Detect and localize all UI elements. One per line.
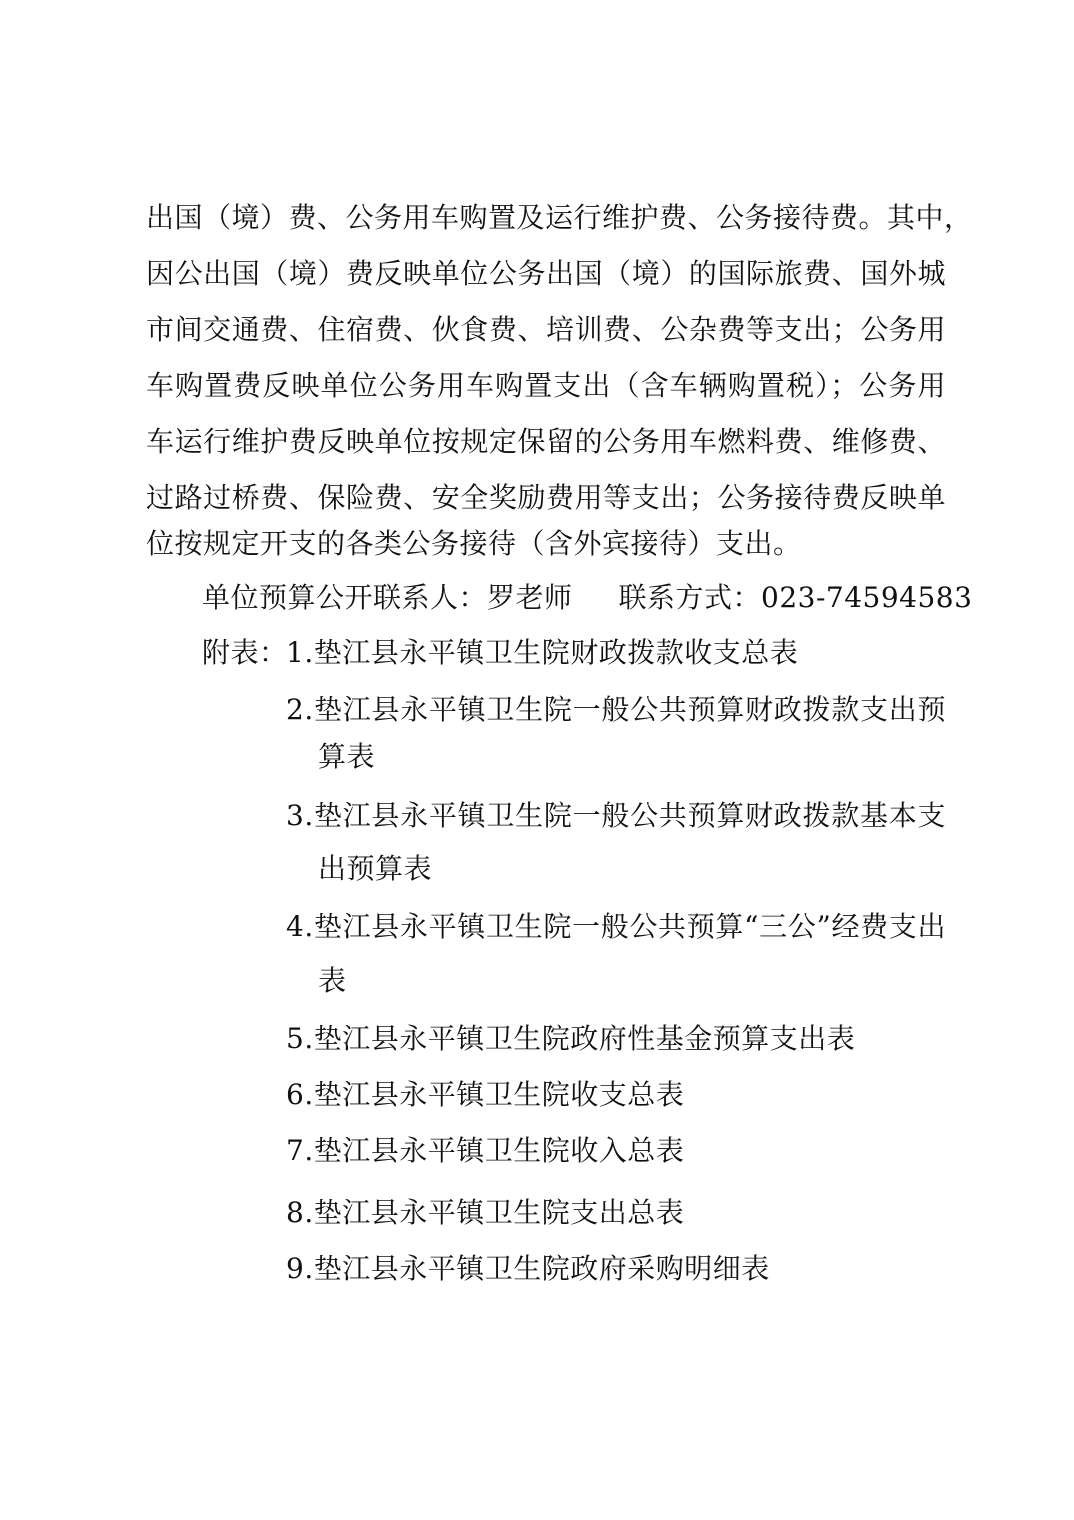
paragraph-line: 位按规定开支的各类公务接待（含外宾接待）支出。	[146, 527, 802, 560]
attachment-item: 1.垫江县永平镇卫生院财政拨款收支总表	[286, 636, 799, 669]
attachments-label: 附表：	[202, 636, 288, 669]
contact-phone: 联系方式：023-74594583	[618, 581, 973, 614]
attachment-item-continuation: 表	[318, 964, 347, 997]
attachment-item-continuation: 出预算表	[318, 852, 433, 885]
paragraph-line: 出国（境）费、公务用车购置及运行维护费、公务接待费。其中，	[146, 201, 973, 234]
attachment-item: 8.垫江县永平镇卫生院支出总表	[286, 1196, 685, 1229]
paragraph-line: 车购置费反映单位公务用车购置支出（含车辆购置税）；公务用	[146, 369, 946, 402]
paragraph-line: 因公出国（境）费反映单位公务出国（境）的国际旅费、国外城	[146, 257, 946, 290]
attachment-item: 3.垫江县永平镇卫生院一般公共预算财政拨款基本支	[286, 799, 946, 832]
paragraph-line: 车运行维护费反映单位按规定保留的公务用车燃料费、维修费、	[146, 425, 946, 458]
attachment-item: 5.垫江县永平镇卫生院政府性基金预算支出表	[286, 1022, 856, 1055]
attachment-item: 4.垫江县永平镇卫生院一般公共预算“三公”经费支出	[286, 910, 946, 943]
attachment-item: 9.垫江县永平镇卫生院政府采购明细表	[286, 1252, 770, 1285]
contact-person: 单位预算公开联系人：罗老师	[202, 581, 573, 614]
attachment-item-continuation: 算表	[318, 740, 376, 773]
paragraph-line: 过路过桥费、保险费、安全奖励费用等支出；公务接待费反映单	[146, 481, 946, 514]
paragraph-line: 市间交通费、住宿费、伙食费、培训费、公杂费等支出；公务用	[146, 313, 946, 346]
attachment-item: 7.垫江县永平镇卫生院收入总表	[286, 1134, 685, 1167]
attachment-item: 6.垫江县永平镇卫生院收支总表	[286, 1078, 685, 1111]
contact-line	[202, 578, 972, 618]
attachment-item: 2.垫江县永平镇卫生院一般公共预算财政拨款支出预	[286, 693, 946, 726]
